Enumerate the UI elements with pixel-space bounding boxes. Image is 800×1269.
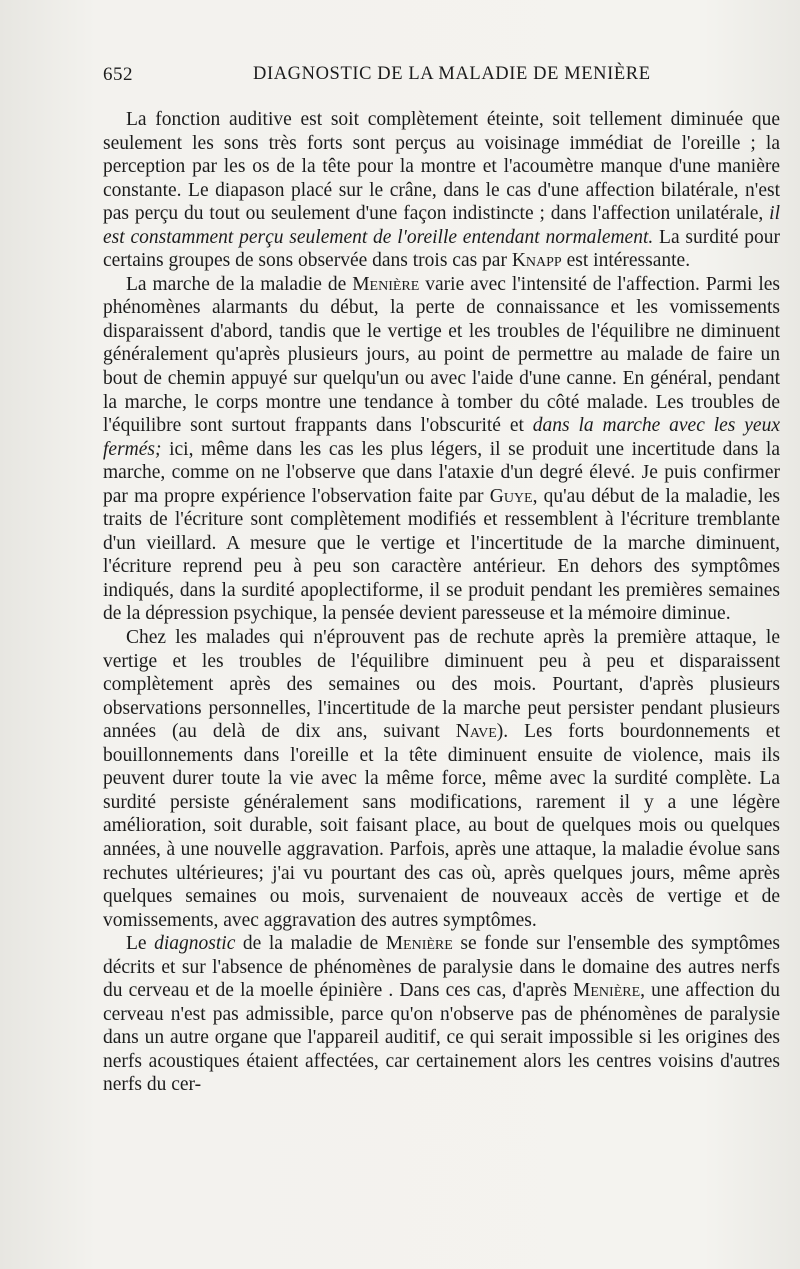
italic-phrase: il est constamment perçu seulement de l'oreille entendant normalement.: [103, 203, 780, 248]
author-name: Menière: [352, 273, 420, 295]
text-run: ). Les forts bourdonnements et bouillonnements dans l'oreille et la tête diminuent ensuite de violence, mais ils peuvent durer toute la vie avec la même force, même avec la surdité complète. La surdité persiste généralement sans modifications, rarement il y a une légère amélioration, soit durable, soit faisant place, au bout de quelques mois ou quelques années, à une nouvelle aggravation. Parfois, après une attaque, la maladie évolue sans rechutes ultérieures; j'ai vu pourtant des cas où, après quelques jours, même après quelques semaines ou mois, survenaient de nouveaux accès de vertige et de vomissements, avec aggravation des autres symptômes.: [103, 721, 780, 931]
text-run: Le: [126, 933, 155, 955]
text-run: La fonction auditive est soit complètement éteinte, soit tellement diminuée que seulement les sons très forts sont perçus au voisinage immédiat de l'oreille ; la perception par les os de la tête pour la montre et l'acoumètre manque d'une manière constante. Le diapason placé sur le crâne, dans le cas d'une affection bilatérale, n'est pas perçu du tout ou seulement d'une façon indistincte ; dans l'affection unilatérale,: [103, 109, 780, 225]
body-text: [103, 108, 780, 1097]
text-run: Chez les malades qui n'éprouvent pas de rechute après la première attaque, le vertige et les troubles de l'équilibre diminuent peu à peu et disparaissent complètement après des semaines ou des mois. Pourtant, d'après plusieurs observations personnelles, l'incertitude de la marche peut persister pendant plusieurs années (au delà de dix ans, suivant: [103, 627, 780, 743]
text-run: La surdité pour certains groupes de sons observée dans trois cas par: [103, 226, 780, 272]
author-name: Menière: [385, 933, 453, 955]
paragraph-course: [103, 273, 780, 626]
text-run: La marche de la maladie de: [126, 273, 353, 295]
page-header: [103, 64, 783, 92]
italic-phrase: diagnostic: [154, 933, 236, 955]
author-name: Knapp: [511, 250, 562, 272]
text-run: varie avec l'intensité de l'affection. Parmi les phénomènes alarmants du début, la perte de connaissance et les vomissements disparaissent d'abord, tandis que le vertige et les troubles de l'équilibre ne diminuent généralement qu'après plusieurs jours, au point de permettre au malade de faire un bout de chemin appuyé sur quelqu'un ou avec l'aide d'une canne. En général, pendant la marche, le corps montre une tendance à tomber du côté malade. Les troubles de l'équilibre sont surtout frappants dans l'obscurité et: [103, 273, 781, 437]
author-name: Guye: [489, 485, 533, 507]
paragraph-diagnosis: [103, 932, 780, 1097]
italic-phrase: dans la marche avec les yeux fermés;: [103, 415, 780, 460]
text-run: est intéressante.: [561, 250, 691, 272]
text-run: , une affection du cerveau n'est pas admissible, parce qu'on n'observe pas de phénomènes de paralysie dans un autre organe que l'appareil auditif, ce qui serait impossible si les origines des nerfs acoustiques étaient affectées, car certainement alors les centres voisins d'autres nerfs du cer-: [103, 980, 780, 1096]
page-number: 652: [103, 64, 133, 85]
paragraph-recovery: [103, 626, 780, 932]
author-name: Nave: [455, 721, 497, 743]
text-run: ici, même dans les cas les plus légers, il se produit une incertitude dans la marche, comme on ne l'observe que dans l'ataxie d'un degré élevé. Je puis confirmer par ma propre expérience l'observation faite par: [103, 438, 780, 507]
paragraph-hearing: [103, 108, 780, 273]
text-run: de la maladie de: [235, 933, 386, 955]
text-run: se fonde sur l'ensemble des symptômes décrits et sur l'absence de phénomènes de paralysie dans le domaine des autres nerfs du cerveau et de la moelle épinière . Dans ces cas, d'après: [103, 933, 780, 1002]
author-name: Menière: [573, 980, 641, 1002]
text-run: , qu'au début de la maladie, les traits de l'écriture sont complètement modifiés et ressemblent à l'écriture tremblante d'un vieillard. A mesure que le vertige et l'incertitude de la marche diminuent, l'écriture reprend peu à peu son caractère antérieur. En dehors des symptômes indiqués, dans la surdité apoplectiforme, il se produit pendant les premières semaines de la dépression psychique, la pensée devient paresseuse et la mémoire diminue.: [103, 485, 780, 625]
running-title: DIAGNOSTIC DE LA MALADIE DE MENIÈRE: [253, 64, 651, 84]
